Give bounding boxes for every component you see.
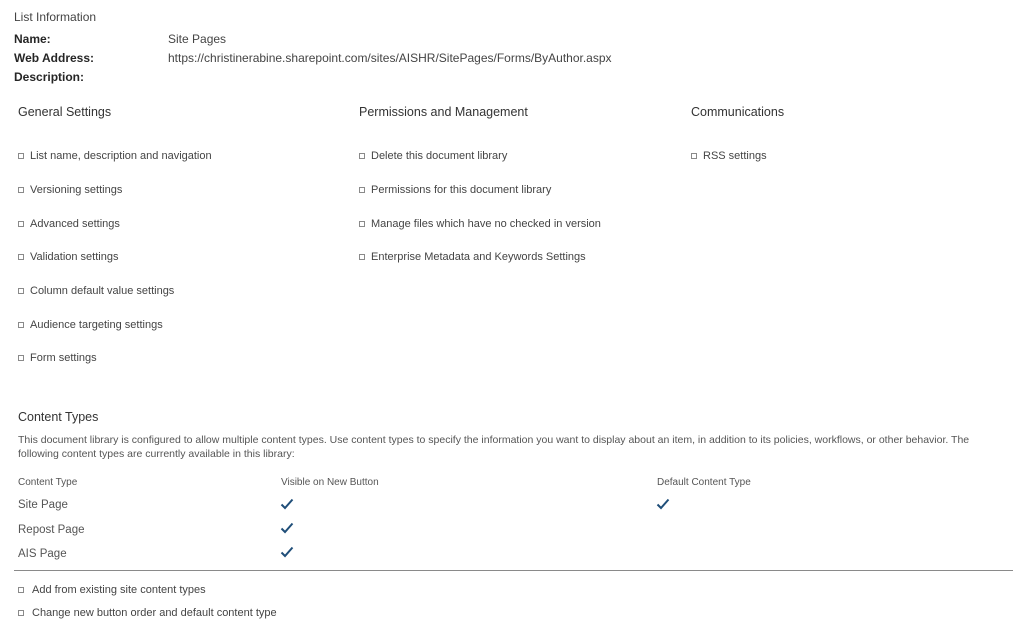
bullet-icon — [18, 322, 24, 328]
divider — [14, 570, 1013, 571]
permissions-item[interactable] — [359, 184, 551, 196]
communications-item[interactable] — [691, 150, 767, 162]
checkmark-icon — [280, 498, 294, 510]
bullet-icon — [18, 153, 24, 159]
bullet-icon — [359, 153, 365, 159]
content-type-action[interactable] — [18, 607, 277, 619]
checkmark-icon — [656, 498, 670, 510]
bullet-icon — [691, 153, 697, 159]
change-button-order-link[interactable]: Change new button order and default content type — [32, 607, 277, 619]
validation-settings-link[interactable]: Validation settings — [30, 251, 119, 263]
bullet-icon — [18, 610, 24, 616]
add-existing-content-types-link[interactable]: Add from existing site content types — [32, 584, 206, 596]
bullet-icon — [18, 587, 24, 593]
description-label: Description: — [14, 70, 85, 84]
permissions-item[interactable] — [359, 218, 601, 230]
content-types-heading: Content Types — [18, 410, 99, 424]
permissions-heading: Permissions and Management — [359, 105, 528, 119]
general-settings-item[interactable] — [18, 285, 174, 297]
column-header-visible-new-button: Visible on New Button — [281, 477, 379, 488]
audience-targeting-settings-link[interactable]: Audience targeting settings — [30, 319, 163, 331]
general-settings-heading: General Settings — [18, 105, 112, 119]
bullet-icon — [359, 187, 365, 193]
form-settings-link[interactable]: Form settings — [30, 352, 97, 364]
bullet-icon — [18, 288, 24, 294]
content-type-name: Site Page — [18, 499, 68, 511]
rss-settings-link[interactable]: RSS settings — [703, 150, 767, 162]
permissions-item[interactable] — [359, 251, 586, 263]
enterprise-metadata-keywords-link[interactable]: Enterprise Metadata and Keywords Settings — [371, 251, 586, 263]
bullet-icon — [18, 355, 24, 361]
general-settings-item[interactable] — [18, 184, 122, 196]
general-settings-item[interactable] — [18, 319, 163, 331]
column-default-value-settings-link[interactable]: Column default value settings — [30, 285, 175, 297]
permissions-item[interactable] — [359, 150, 507, 162]
manage-unchecked-files-link[interactable]: Manage files which have no checked in version — [371, 218, 601, 230]
content-types-description: This document library is configured to allow multiple content types. Use content types to specify the information you want to display about an item, in addition to its policies, workflows, or other behavior. The following content types are currently available in this library: — [18, 434, 970, 460]
bullet-icon — [359, 221, 365, 227]
column-header-content-type: Content Type — [18, 477, 78, 488]
web-address-label: Web Address: — [14, 51, 95, 65]
content-type-name: Repost Page — [18, 524, 85, 536]
bullet-icon — [18, 221, 24, 227]
list-name-description-navigation-link[interactable]: List name, description and navigation — [30, 150, 212, 162]
web-address-value: https://christinerabine.sharepoint.com/sites/AISHR/SitePages/Forms/ByAuthor.aspx — [168, 51, 612, 65]
content-type-name: AIS Page — [18, 548, 67, 560]
general-settings-item[interactable] — [18, 251, 118, 263]
content-type-action[interactable] — [18, 584, 206, 596]
communications-heading: Communications — [691, 105, 785, 119]
delete-document-library-link[interactable]: Delete this document library — [371, 150, 508, 162]
bullet-icon — [359, 254, 365, 260]
name-value: Site Pages — [168, 32, 227, 46]
list-information-title: List Information — [14, 10, 97, 24]
general-settings-item[interactable] — [18, 150, 212, 162]
general-settings-item[interactable] — [18, 218, 120, 230]
versioning-settings-link[interactable]: Versioning settings — [30, 184, 123, 196]
advanced-settings-link[interactable]: Advanced settings — [30, 218, 120, 230]
bullet-icon — [18, 254, 24, 260]
bullet-icon — [18, 187, 24, 193]
permissions-document-library-link[interactable]: Permissions for this document library — [371, 184, 552, 196]
checkmark-icon — [280, 522, 294, 534]
checkmark-icon — [280, 546, 294, 558]
name-label: Name: — [14, 32, 51, 46]
column-header-default-content-type: Default Content Type — [657, 477, 751, 488]
general-settings-item[interactable] — [18, 352, 97, 364]
